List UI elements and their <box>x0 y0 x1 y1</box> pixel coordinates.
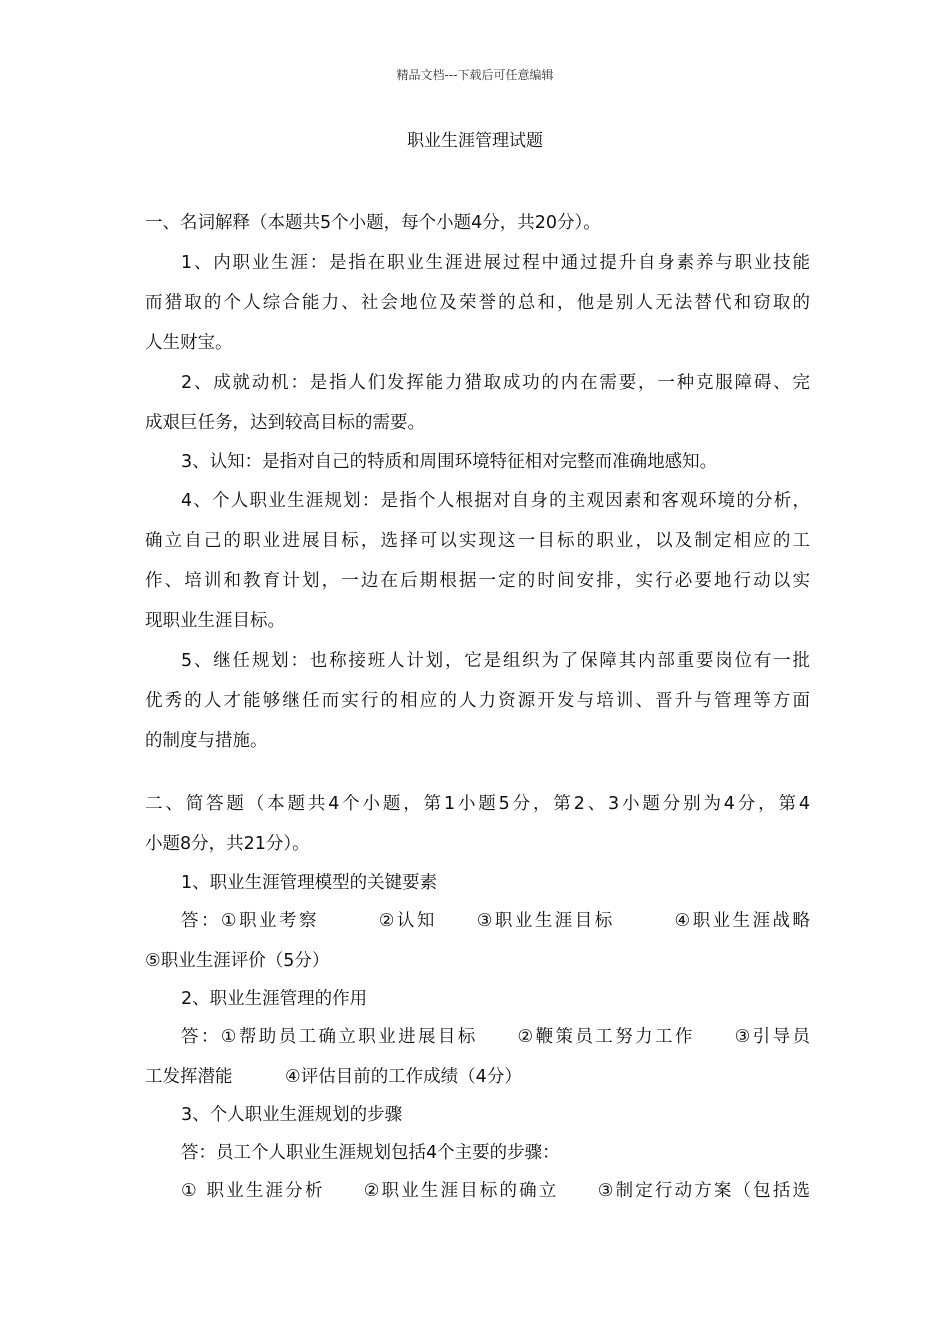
page-header: 精品文档---下载后可任意编辑 <box>396 68 554 82</box>
paragraph-line: 确立自己的职业进展目标，选择可以实现这一目标的职业，以及制定相应的工 <box>145 531 810 551</box>
paragraph-line: 5、继任规划：也称接班人计划，它是组织为了保障其内部重要岗位有一批 <box>181 651 810 671</box>
paragraph-line: 作、培训和教育计划，一边在后期根据一定的时间安排，实行必要地行动以实 <box>145 571 810 591</box>
answer-line: ⑤职业生涯评价（5分） <box>145 951 330 971</box>
paragraph-line: 优秀的人才能够继任而实行的相应的人力资源开发与培训、晋升与管理等方面 <box>145 691 810 711</box>
answer-line: 答：员工个人职业生涯规划包括4个主要的步骤： <box>181 1143 560 1163</box>
paragraph-line: 4、个人职业生涯规划：是指个人根据对自身的主观因素和客观环境的分析， <box>181 491 810 511</box>
paragraph-line: 而猎取的个人综合能力、社会地位及荣誉的总和，他是别人无法替代和窃取的 <box>145 293 810 313</box>
paragraph-line: 3、认知：是指对自己的特质和周围环境特征相对完整而准确地感知。 <box>181 452 718 472</box>
question-line: 3、个人职业生涯规划的步骤 <box>181 1105 403 1125</box>
answer-line: ① 职业生涯分析 ②职业生涯目标的确立 ③制定行动方案（包括选 <box>181 1181 810 1201</box>
section-heading: 小题8分，共21分）。 <box>145 834 310 854</box>
answer-line: 答：①帮助员工确立职业进展目标 ②鞭策员工努力工作 ③引导员 <box>181 1027 810 1047</box>
paragraph-line: 现职业生涯目标。 <box>145 611 285 631</box>
paragraph-line: 2、成就动机：是指人们发挥能力猎取成功的内在需要，一种克服障碍、完 <box>181 373 810 393</box>
section-heading: 二、简答题（本题共4个小题，第1小题5分，第2、3小题分别为4分，第4 <box>145 794 810 814</box>
paragraph-line: 成艰巨任务，达到较高目标的需要。 <box>145 413 425 433</box>
answer-line: 工发挥潜能 ④评估目前的工作成绩（4分） <box>145 1067 522 1087</box>
paragraph-line: 的制度与措施。 <box>145 731 268 751</box>
section-heading: 一、名词解释（本题共5个小题，每个小题4分，共20分）。 <box>145 213 601 233</box>
question-line: 2、职业生涯管理的作用 <box>181 989 368 1009</box>
paragraph-line: 人生财宝。 <box>145 333 233 353</box>
paragraph-line: 1、内职业生涯：是指在职业生涯进展过程中通过提升自身素养与职业技能 <box>181 253 810 273</box>
answer-line: 答：①职业考察 ②认知 ③职业生涯目标 ④职业生涯战略 <box>181 911 810 931</box>
question-line: 1、职业生涯管理模型的关键要素 <box>181 873 438 893</box>
page-title: 职业生涯管理试题 <box>407 131 543 151</box>
